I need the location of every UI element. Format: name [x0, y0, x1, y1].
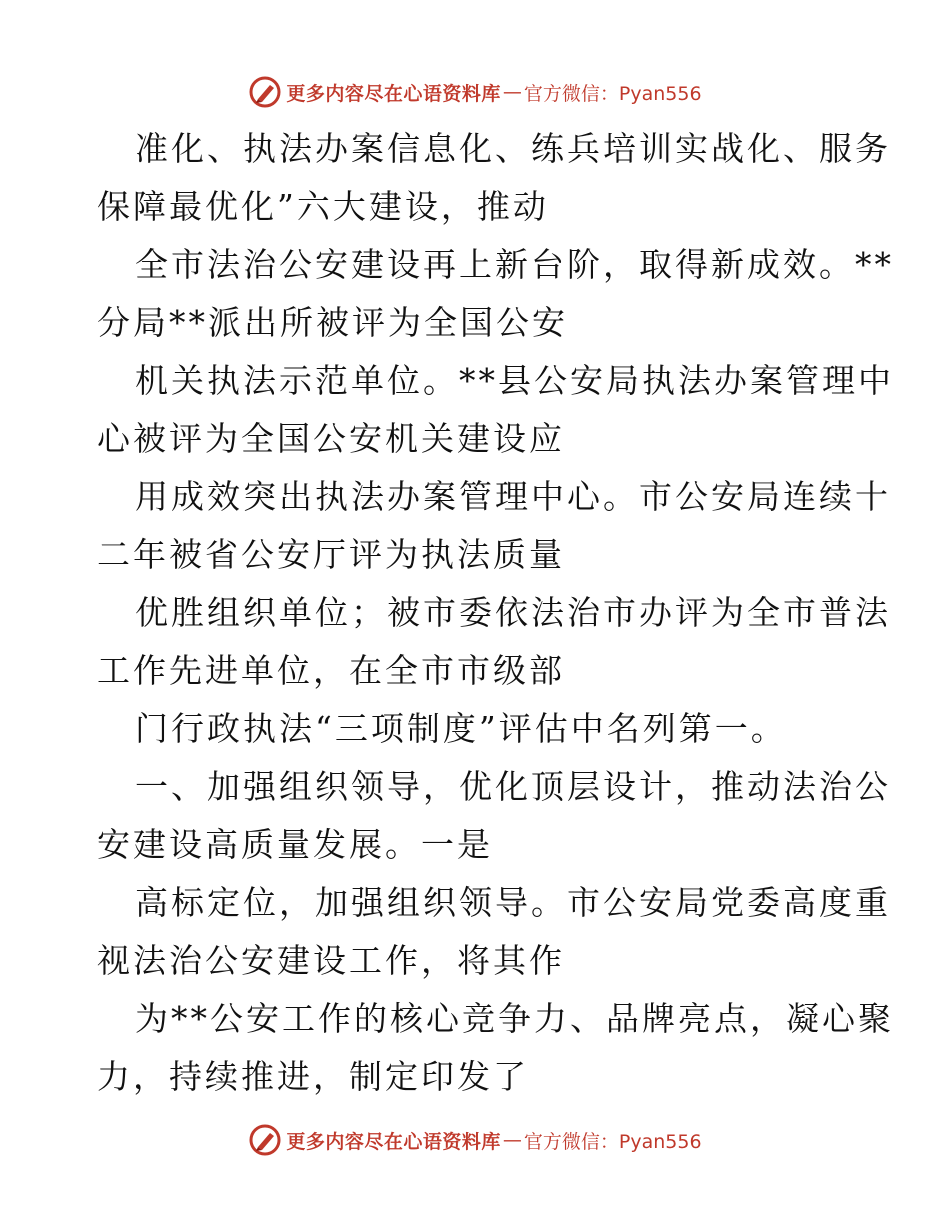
- pen-logo-icon: [248, 1123, 282, 1157]
- document-body: [97, 120, 894, 1106]
- text-line: 力，持续推进，制定印发了: [97, 1057, 529, 1096]
- text-line: 准化、执法办案信息化、练兵培训实战化、服务: [135, 129, 891, 168]
- text-line: 工作先进单位，在全市市级部: [97, 651, 565, 690]
- banner-title: 更多内容尽在心语资料库: [286, 82, 501, 105]
- text-line: 门行政执法“三项制度”评估中名列第一。: [135, 709, 787, 748]
- text-line: 高标定位，加强组织领导。市公安局党委高度重: [135, 883, 891, 922]
- text-line: 保障最优化”六大建设，推动: [97, 187, 549, 226]
- banner-wechat: 官方微信：Pyan556: [523, 82, 702, 105]
- text-line: 分局**派出所被评为全国公安: [97, 303, 568, 342]
- footer-banner: [0, 1120, 950, 1160]
- text-line: 视法治公安建设工作，将其作: [97, 941, 565, 980]
- banner-wechat: 官方微信：Pyan556: [523, 1130, 702, 1153]
- text-line: 安建设高质量发展。一是: [97, 825, 493, 864]
- text-line: 心被评为全国公安机关建设应: [97, 419, 565, 458]
- text-line: 为**公安工作的核心竞争力、品牌亮点，凝心聚: [135, 999, 894, 1038]
- banner-title: 更多内容尽在心语资料库: [286, 1130, 501, 1153]
- text-line: 全市法治公安建设再上新台阶，取得新成效。**: [135, 245, 894, 284]
- pen-logo-icon: [248, 75, 282, 109]
- text-line: 用成效突出执法办案管理中心。市公安局连续十: [135, 477, 891, 516]
- header-banner: [0, 72, 950, 112]
- text-line: 优胜组织单位；被市委依法治市办评为全市普法: [135, 593, 891, 632]
- banner-separator: —: [502, 1129, 522, 1151]
- banner-separator: —: [502, 81, 522, 103]
- text-line: 机关执法示范单位。**县公安局执法办案管理中: [135, 361, 894, 400]
- text-line: 二年被省公安厅评为执法质量: [97, 535, 565, 574]
- text-line: 一、加强组织领导，优化顶层设计，推动法治公: [135, 767, 891, 806]
